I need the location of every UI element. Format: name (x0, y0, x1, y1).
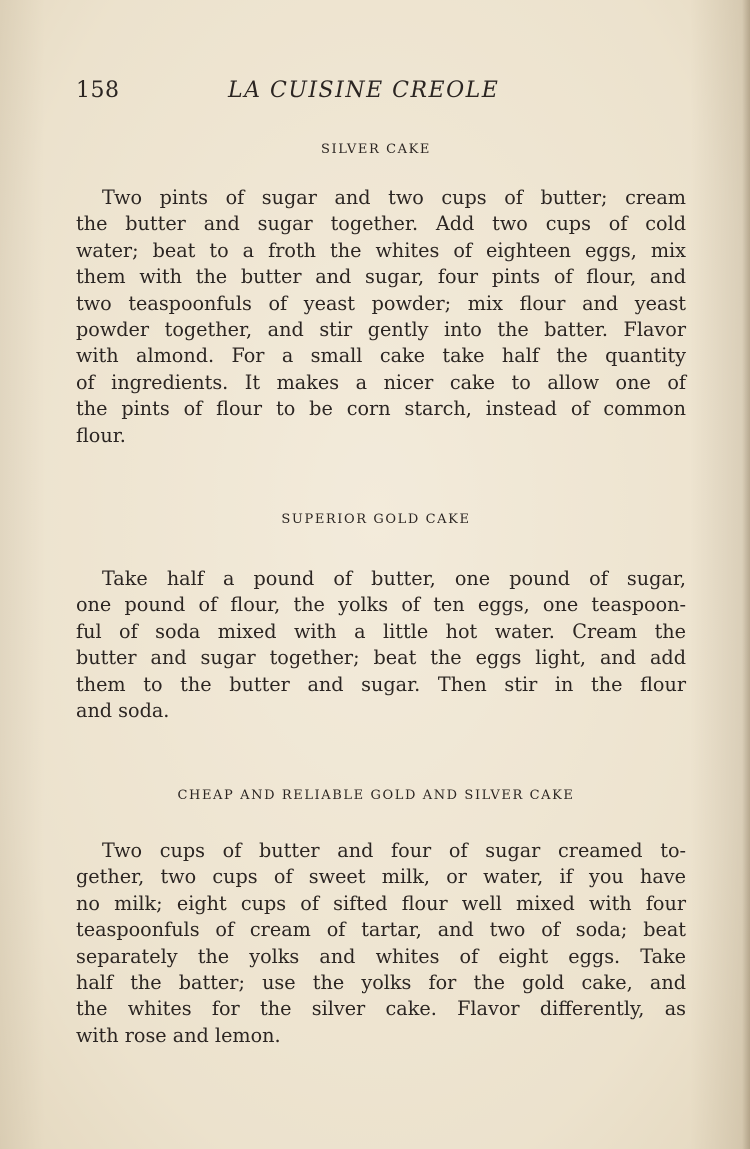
recipe-gold-and-silver-cake (76, 838, 686, 1049)
text-line: flour. (76, 423, 126, 447)
text-line: the pints of flour to be corn starch, instead of common (76, 397, 686, 421)
text-line: no milk; eight cups of sifted flour well mixed with four (76, 891, 686, 915)
page-header (76, 78, 676, 110)
text-line: Take half a pound of butter, one pound of sugar, (102, 567, 686, 590)
page-edge-shadow (742, 0, 750, 1149)
running-title: LA CUISINE CREOLE (228, 78, 500, 103)
text-line: Two pints of sugar and two cups of butter; cream (102, 186, 686, 209)
text-line: half the batter; use the yolks for the gold cake, and (76, 970, 686, 994)
recipe-superior-gold-cake (76, 566, 686, 724)
text-line: gether, two cups of sweet milk, or water, if you have (76, 865, 686, 889)
text-line: them to the butter and sugar. Then stir in the flour (76, 672, 686, 696)
text-line: them with the butter and sugar, four pints of flour, and (76, 265, 686, 289)
text-line: ful of soda mixed with a little hot water. Cream the (76, 619, 686, 643)
text-line: butter and sugar together; beat the eggs light, and add (76, 646, 686, 670)
section-title-silver-cake: SILVER CAKE (320, 142, 432, 157)
text-line: powder together, and stir gently into the batter. Flavor (76, 317, 686, 341)
text-line: Two cups of butter and four of sugar creamed to- (102, 839, 686, 862)
text-line: separately the yolks and whites of eight eggs. Take (76, 944, 686, 968)
text-line: teaspoonfuls of cream of tartar, and two of soda; beat (76, 918, 686, 942)
text-line: with rose and lemon. (76, 1023, 281, 1047)
text-line: the whites for the silver cake. Flavor differently, as (76, 997, 686, 1021)
section-title-superior-gold-cake: SUPERIOR GOLD CAKE (281, 512, 471, 527)
text-line: the butter and sugar together. Add two cups of cold (76, 212, 686, 236)
text-line: one pound of flour, the yolks of ten eggs, one teaspoon- (76, 593, 686, 617)
text-line: water; beat to a froth the whites of eighteen eggs, mix (76, 238, 686, 262)
section-title-gold-and-silver-cake: CHEAP AND RELIABLE GOLD AND SILVER CAKE (177, 788, 575, 803)
text-line: of ingredients. It makes a nicer cake to allow one of (76, 370, 686, 394)
text-line: with almond. For a small cake take half the quantity (76, 344, 686, 368)
recipe-silver-cake (76, 185, 686, 449)
text-line: two teaspoonfuls of yeast powder; mix flour and yeast (76, 291, 686, 315)
page-number: 158 (76, 78, 120, 103)
text-line: and soda. (76, 698, 170, 722)
